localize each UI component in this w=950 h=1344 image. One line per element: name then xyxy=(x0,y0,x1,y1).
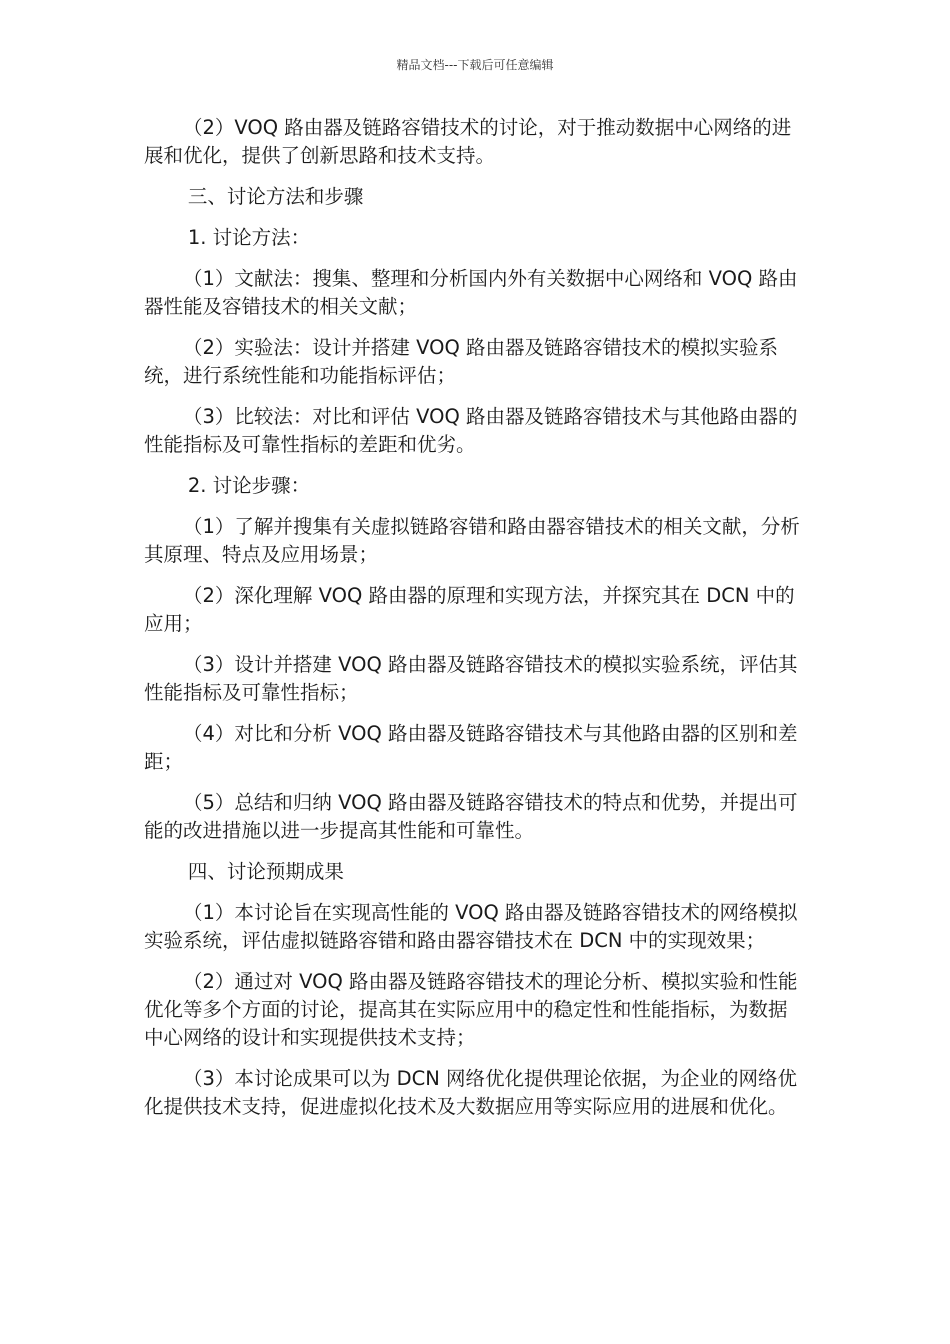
paragraph-step-5: （5）总结和归纳 VOQ 路由器及链路容错技术的特点和优势，并提出可能的改进措施以进一步提高其性能和可靠性。 xyxy=(144,791,798,842)
paragraph-step-3: （3）设计并搭建 VOQ 路由器及链路容错技术的模拟实验系统，评估其性能指标及可靠性指标； xyxy=(144,653,798,704)
paragraph-significance-2: （2）VOQ 路由器及链路容错技术的讨论，对于推动数据中心网络的进展和优化，提供了创新思路和技术支持。 xyxy=(144,116,792,167)
paragraph-step-1: （1）了解并搜集有关虚拟链路容错和路由器容错技术的相关文献，分析其原理、特点及应用场景； xyxy=(144,515,800,566)
paragraph-step-4: （4）对比和分析 VOQ 路由器及链路容错技术与其他路由器的区别和差距； xyxy=(144,722,798,773)
document-body xyxy=(144,114,804,1134)
paragraph-step-2: （2）深化理解 VOQ 路由器的原理和实现方法，并探究其在 DCN 中的应用； xyxy=(144,584,795,635)
paragraph-outcome-3: （3）本讨论成果可以为 DCN 网络优化提供理论依据，为企业的网络优化提供技术支持，促进虚拟化技术及大数据应用等实际应用的进展和优化。 xyxy=(144,1067,798,1118)
section-heading-methods: 三、讨论方法和步骤 xyxy=(187,185,364,208)
subheading-methods: 1. 讨论方法： xyxy=(187,226,311,249)
page-header: 精品文档---下载后可任意编辑 xyxy=(396,58,554,72)
paragraph-outcome-1: （1）本讨论旨在实现高性能的 VOQ 路由器及链路容错技术的网络模拟实验系统，评估虚拟链路容错和路由器容错技术在 DCN 中的实现效果； xyxy=(144,901,798,952)
paragraph-method-experiment: （2）实验法：设计并搭建 VOQ 路由器及链路容错技术的模拟实验系统，进行系统性能和功能指标评估； xyxy=(144,336,778,387)
subheading-steps: 2. 讨论步骤： xyxy=(187,474,311,497)
paragraph-method-literature: （1）文献法：搜集、整理和分析国内外有关数据中心网络和 VOQ 路由器性能及容错技术的相关文献； xyxy=(144,267,798,318)
section-heading-outcomes: 四、讨论预期成果 xyxy=(187,860,344,883)
paragraph-outcome-2: （2）通过对 VOQ 路由器及链路容错技术的理论分析、模拟实验和性能优化等多个方面的讨论，提高其在实际应用中的稳定性和性能指标，为数据中心网络的设计和实现提供技术支持； xyxy=(144,970,798,1049)
paragraph-method-comparison: （3）比较法：对比和评估 VOQ 路由器及链路容错技术与其他路由器的性能指标及可靠性指标的差距和优劣。 xyxy=(144,405,798,456)
